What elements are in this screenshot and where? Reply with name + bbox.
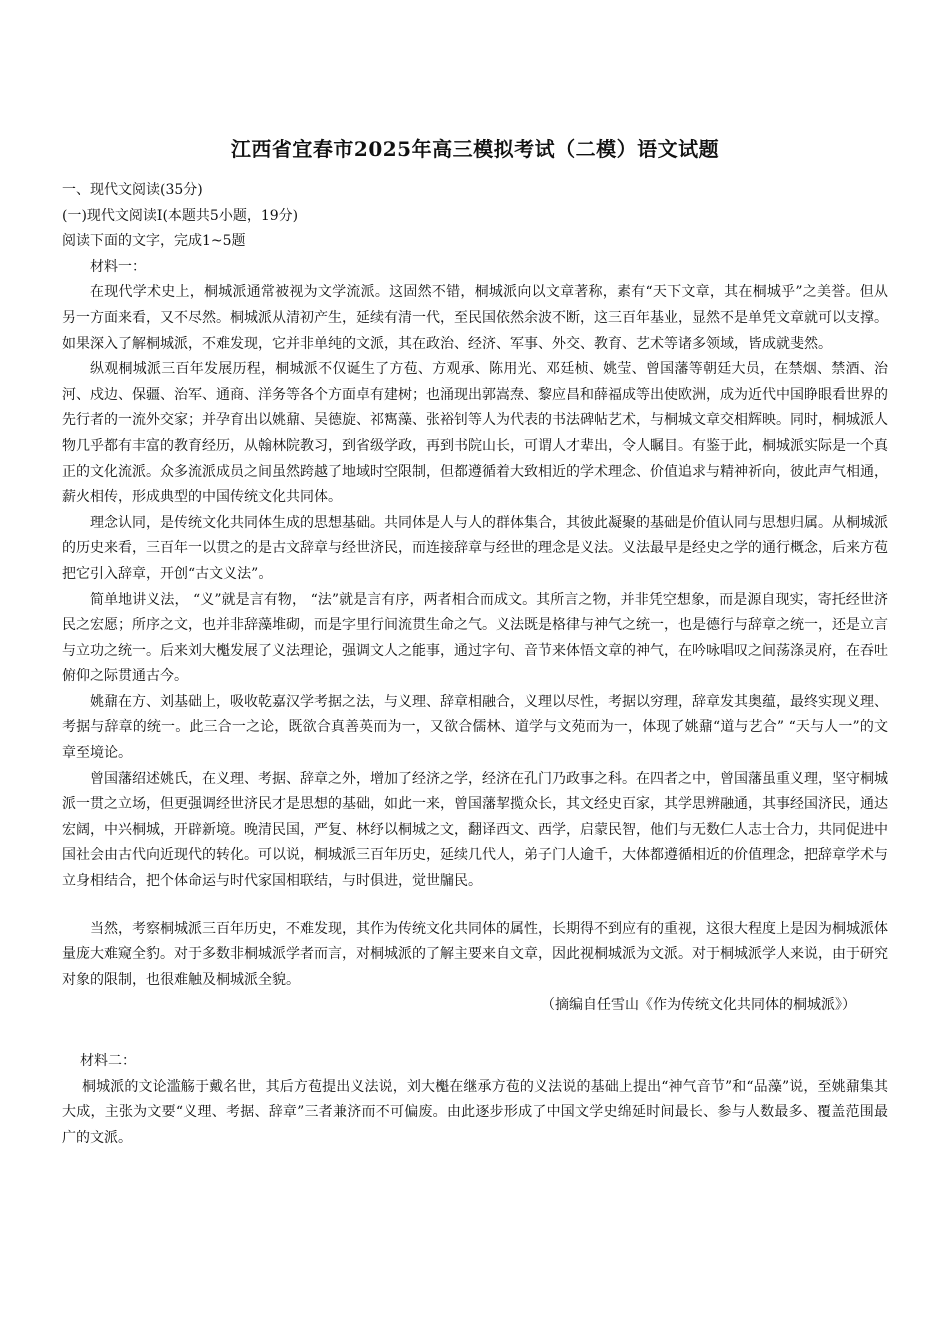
material-one-paragraph-4: 简单地讲义法， “义”就是言有物， “法”就是言有序，两者相合而成文。其所言之物，并非凭空想象，而是源自现实，寄托经世济民之宏愿；所序之文，也并非辞藻堆砌，而是字里行间流贯生命之气。义法既是格律与神气之统一，也是德行与辞章之统一，还是立言与立功之统一。后来刘大櫆发展了义法理论，强调文人之能事，通过字句、音节来体悟文章的神气，在吟咏唱叹之间荡涤灵府，在吞吐俯仰之际贯通古今。 xyxy=(62,591,888,685)
material-two-paragraph-1: 桐城派的文论滥觞于戴名世，其后方苞提出义法说，刘大櫆在继承方苞的义法说的基础上提出“神气音节”和“品藻”说，至姚鼐集其大成，主张为文要“义理、考据、辞章”三者兼济而不可偏废。由此逐步形成了中国文学史绵延时间最长、参与人数最多、覆盖范围最广的文派。 xyxy=(62,1078,888,1146)
material-one-paragraph-7: 当然，考察桐城派三百年历史，不难发现，其作为传统文化共同体的属性，长期得不到应有的重视，这很大程度上是因为桐城派体量庞大难窥全豹。对于多数非桐城派学者而言，对桐城派的了解主要来自文章，因此视桐城派为文派。对于桐城派学人来说，由于研究对象的限制，也很难触及桐城派全貌。 xyxy=(62,920,888,988)
spacer xyxy=(62,1019,888,1049)
material-one-paragraph-2: 纵观桐城派三百年发展历程，桐城派不仅诞生了方苞、方观承、陈用光、邓廷桢、姚莹、曾国藩等朝廷大员，在禁烟、禁酒、治河、戍边、保疆、治军、通商、洋务等各个方面卓有建树；也涌现出郭嵩焘、黎应昌和薛福成等出使欧洲，成为近代中国睁眼看世界的先行者的一流外交家；并孕育出以姚鼐、吴德旋、祁寯藻、张裕钊等人为代表的书法碑帖艺术，与桐城文章交相辉映。同时，桐城派人物几乎都有丰富的教育经历，从翰林院教习，到省级学政，再到书院山长，可谓人才辈出，令人瞩目。有鉴于此，桐城派实际是一个真正的文化流派。众多流派成员之间虽然跨越了地域时空限制，但都遵循着大致相近的学术理念、价值追求与精神祈向，彼此声气相通，薪火相传，形成典型的中国传统文化共同体。 xyxy=(62,361,888,506)
material-two-label: 材料二： xyxy=(80,1053,136,1069)
reading-instruction: 阅读下面的文字，完成1~5题 xyxy=(62,233,246,250)
material-one-paragraph-6: 曾国藩绍述姚氏，在义理、考据、辞章之外，增加了经济之学，经济在孔门乃政事之科。在四者之中，曾国藩虽重义理，坚守桐城派一贯之立场，但更强调经世济民才是思想的基础，如此一来，曾国藩挈揽众长，其文经史百家，其学思辨融通，其事经国济民，通达宏阔，中兴桐城，开辟新境。晚清民国，严复、林纾以桐城之文，翻译西文、西学，启蒙民智，他们与无数仁人志士合力，共同促进中国社会由古代向近现代的转化。可以说，桐城派三百年历史，延续几代人，弟子门人逾千，大体都遵循相近的价值理念，把辞章学术与立身相结合，把个体命运与时代家国相联结，与时俱进，觉世牖民。 xyxy=(62,770,888,890)
section-heading: 一、现代文阅读(35分) xyxy=(62,182,203,198)
subsection-heading: (一)现代文阅读Ⅰ(本题共5小题，19分) xyxy=(62,207,299,224)
spacer xyxy=(62,895,888,917)
material-one-source: （摘编自任雪山《作为传统文化共同体的桐城派》） xyxy=(541,997,856,1014)
page-title: 江西省宜春市2025年高三模拟考试（二模）语文试题 xyxy=(230,137,720,161)
material-one-paragraph-3: 理念认同，是传统文化共同体生成的思想基础。共同体是人与人的群体集合，其彼此凝聚的基础是价值认同与思想归属。从桐城派的历史来看，三百年一以贯之的是古文辞章与经世济民，而连接辞章与经世的理念是义法。义法最早是经史之学的通行概念，后来方苞把它引入辞章，开创“古文义法”。 xyxy=(62,514,888,582)
document-body xyxy=(62,178,888,1151)
material-one-paragraph-1: 在现代学术史上，桐城派通常被视为文学流派。这固然不错，桐城派向以文章著称，素有“天下文章，其在桐城乎”之美誉。但从另一方面来看，又不尽然。桐城派从清初产生，延续有清一代，至民国依然余波不断，这三百年基业，显然不是单凭文章就可以支撑。如果深入了解桐城派，不难发现，它并非单纯的文派，其在政治、经济、军事、外交、教育、艺术等诸多领域，皆成就斐然。 xyxy=(62,284,888,352)
material-one-label: 材料一： xyxy=(90,258,146,275)
material-one-paragraph-5: 姚鼐在方、刘基础上，吸收乾嘉汉学考据之法，与义理、辞章相融合，义理以尽性，考据以穷理，辞章发其奥蕴，最终实现义理、考据与辞章的统一。此三合一之论，既欲合真善英而为一，又欲合儒林、道学与文苑而为一，体现了姚鼐“道与艺合” “天与人一”的文章至境论。 xyxy=(62,693,888,762)
